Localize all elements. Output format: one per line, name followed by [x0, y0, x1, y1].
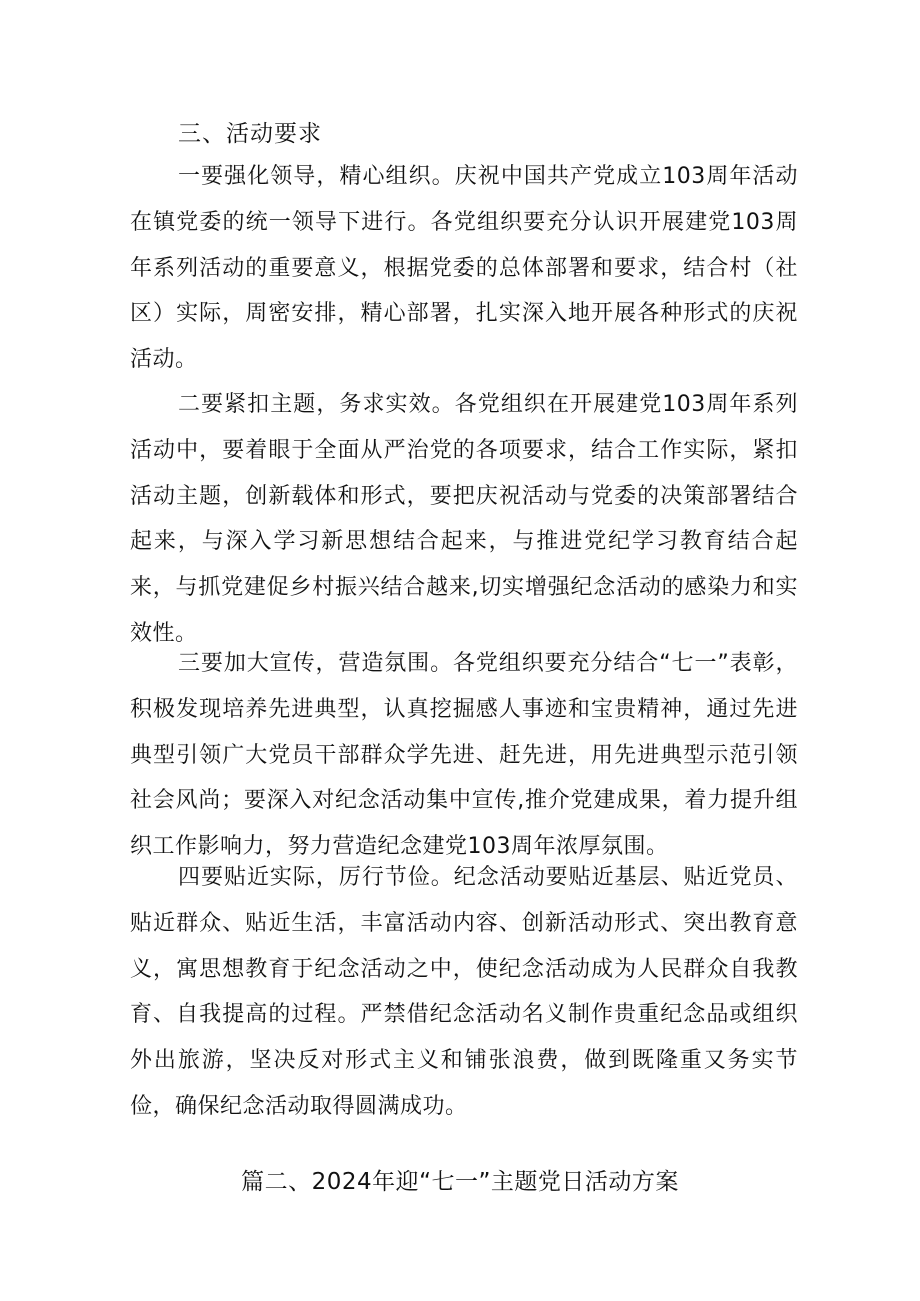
paragraph-frugality: 四要贴近实际，厉行节俭。纪念活动要贴近基层、贴近党员、贴近群众、贴近生活，丰富活动内容、创新活动形式、突出教育意义，寓思想教育于纪念活动之中，使纪念活动成为人民群众自我教育、自我提高的过程。严禁借纪念活动名义制作贵重纪念品或组织外出旅游，坚决反对形式主义和铺张浪费，做到既隆重又务实节俭，确保纪念活动取得圆满成功。 — [130, 865, 798, 1119]
paragraph-theme: 二要紧扣主题，务求实效。各党组织在开展建党103周年系列活动中，要着眼于全面从严治党的各项要求，结合工作实际，紧扣活动主题，创新载体和形式，要把庆祝活动与党委的决策部署结合起来，与深入学习新思想结合起来，与推进党纪学习教育结合起来，与抓党建促乡村振兴结合越来,切实增强纪念活动的感染力和实效性。 — [130, 392, 798, 646]
next-document-title: 篇二、2024年迎“七一”主题党日活动方案 — [241, 1169, 679, 1195]
paragraph-publicity: 三要加大宣传，营造氛围。各党组织要充分结合“七一”表彰，积极发现培养先进典型，认真挖掘感人事迹和宝贵精神，通过先进典型引领广大党员干部群众学先进、赶先进，用先进典型示范引领社会风尚；要深入对纪念活动集中宣传,推介党建成果，着力提升组织工作影响力，努力营造纪念建党103周年浓厚氛围。 — [130, 651, 798, 860]
section-heading: 三、活动要求 — [178, 121, 322, 147]
paragraph-leadership: 一要强化领导，精心组织。庆祝中国共产党成立103周年活动在镇党委的统一领导下进行。各党组织要充分认识开展建党103周年系列活动的重要意义，根据党委的总体部署和要求，结合村（社区）实际，周密安排，精心部署，扎实深入地开展各种形式的庆祝活动。 — [130, 164, 798, 373]
